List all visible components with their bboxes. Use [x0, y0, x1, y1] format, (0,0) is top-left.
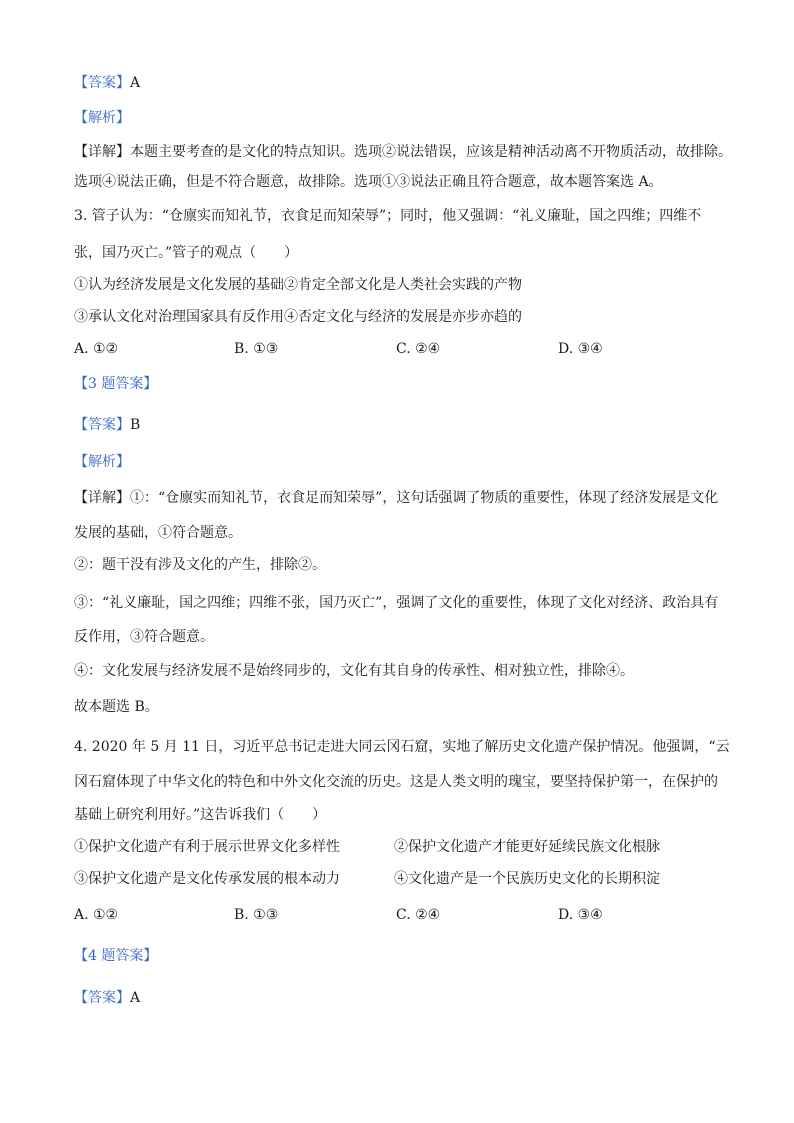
q4-stem-line-2: 冈石窟体现了中华文化的特色和中外文化交流的历史。这是人类文明的瑰宝，要坚持保护第一，在保护的: [74, 774, 718, 790]
q4-statement-4: ④文化遗产是一个民族历史文化的长期积淀: [394, 871, 660, 887]
q3-option-b: B. ①③: [234, 341, 279, 357]
q4-stem-line-3: 基础上研究利用好。”这告诉我们（ ）: [74, 807, 327, 823]
q3-detail-line-5: 反作用，③符合题意。: [74, 629, 214, 645]
q3-detail-line-3: ②：题干没有涉及文化的产生，排除②。: [74, 557, 326, 573]
q4-statements-row-2: [74, 869, 660, 889]
answer-value: A: [130, 75, 141, 91]
q3-section-label: 【3 题答案】: [74, 376, 158, 392]
q3-detail-line-7: 故本题选 B。: [74, 699, 159, 715]
answer-value: A: [130, 990, 141, 1006]
q3-detail-line-6: ④：文化发展与经济发展不是始终同步的，文化有其自身的传承性、相对独立性，排除④。: [74, 663, 634, 679]
answer-label: 【答案】: [74, 990, 130, 1006]
q3-stem-line-2: 张，国乃灭亡。”管子的观点（ ）: [74, 245, 299, 261]
q4-statements-row-1: [74, 837, 660, 857]
q3-option-a: A. ①②: [74, 341, 119, 357]
q3-answer-line: [74, 415, 140, 435]
q2-detail-line-1: 【详解】本题主要考查的是文化的特点知识。选项②说法错误，应该是精神活动离不开物质活动，故排除。: [74, 144, 732, 160]
q3-statement-line-2: ③承认文化对治理国家具有反作用④否定文化与经济的发展是亦步亦趋的: [74, 309, 522, 325]
q4-option-d: D. ③④: [558, 907, 603, 923]
answer-label: 【答案】: [74, 417, 130, 433]
answer-label: 【答案】: [74, 75, 130, 91]
q4-statement-3: ③保护文化遗产是文化传承发展的根本动力: [74, 871, 340, 887]
q4-statement-1: ①保护文化遗产有利于展示世界文化多样性: [74, 839, 340, 855]
q2-detail-line-2: 选项④说法正确，但是不符合题意，故排除。选项①③说法正确且符合题意，故本题答案选 A。: [74, 174, 663, 190]
answer-value: B: [130, 417, 141, 433]
q3-stem-line-1: 3. 管子认为：“仓廪实而知礼节，衣食足而知荣辱”；同时，他又强调：“礼义廉耻，国之四维；四维不: [74, 208, 702, 224]
q2-answer-line: [74, 73, 140, 93]
q3-statement-line-1: ①认为经济发展是文化发展的基础②肯定全部文化是人类社会实践的产物: [74, 277, 522, 293]
q3-detail-line-4: ③：“礼义廉耻，国之四维；四维不张，国乃灭亡”，强调了文化的重要性，体现了文化对经济、政治具有: [74, 595, 719, 611]
q2-analysis-label: 【解析】: [74, 110, 130, 126]
q4-statement-2: ②保护文化遗产才能更好延续民族文化根脉: [394, 839, 660, 855]
q4-section-label: 【4 题答案】: [74, 948, 158, 964]
q4-option-a: A. ①②: [74, 907, 119, 923]
q3-option-c: C. ②④: [396, 341, 441, 357]
q3-option-d: D. ③④: [558, 341, 603, 357]
q4-stem-line-1: 4. 2020 年 5 月 11 日，习近平总书记走进大同云冈石窟，实地了解历史文化遗产保护情况。他强调，“云: [74, 739, 730, 755]
q3-detail-line-2: 发展的基础，①符合题意。: [74, 525, 242, 541]
q3-detail-line-1: 【详解】①：“仓廪实而知礼节，衣食足而知荣辱”，这句话强调了物质的重要性，体现了经济发展是文化: [74, 490, 719, 506]
q4-option-b: B. ①③: [234, 907, 279, 923]
q4-option-c: C. ②④: [396, 907, 441, 923]
q3-analysis-label: 【解析】: [74, 454, 130, 470]
q4-answer-line: [74, 988, 140, 1008]
